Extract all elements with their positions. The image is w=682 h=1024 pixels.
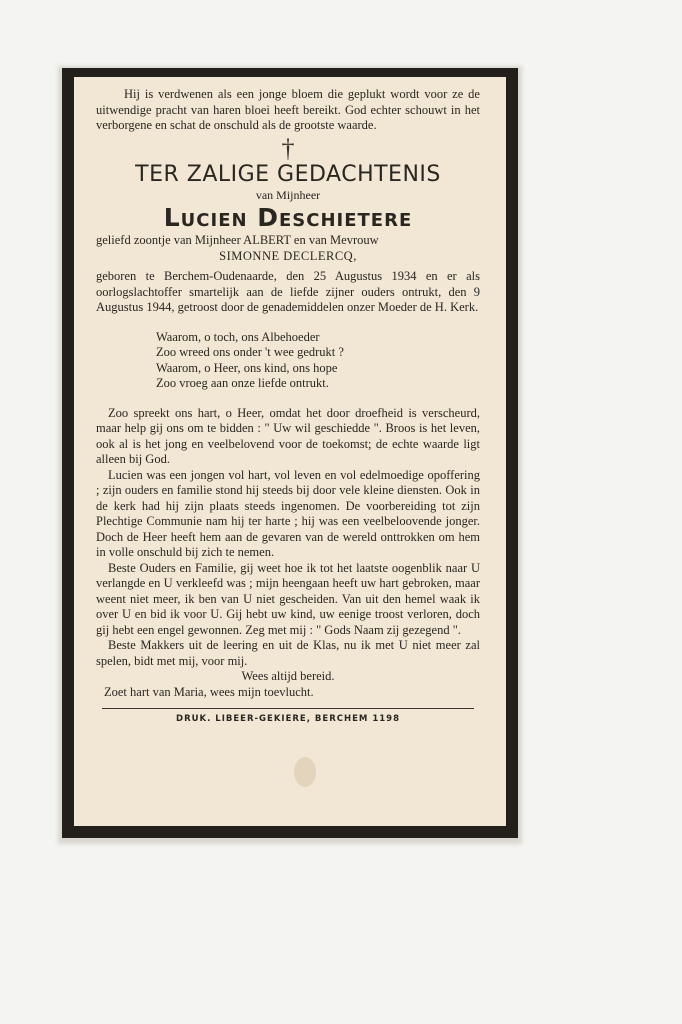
poem-line: Waarom, o toch, ons Albehoeder (156, 329, 320, 344)
memorial-heading: TER ZALIGE GEDACHTENIS (135, 161, 441, 187)
paragraph: Beste Ouders en Familie, gij weet hoe ik tot het laatste oogenblik naar U verlangde en U verkleefd was ; mijn heengaan heeft uw hart gebroken, maar weent niet meer, ik ben van U niet gescheiden. Van uit den hemel waak ik over U en bid ik voor U. Gij hebt uw kind, uw eenige troost verloren, doch gij hebt een engel gewonnen. Zeg met mij : " Gods Naam zij gezegend ". (96, 560, 480, 637)
printer-imprint: DRUK. LIBEER-GEKIERE, BERCHEM 1198 (176, 714, 400, 724)
poem-line: Waarom, o Heer, ons kind, ons hope (156, 360, 338, 375)
divider (102, 708, 474, 709)
honorific-line: van Mijnheer (255, 187, 321, 202)
paragraph: Zoo spreekt ons hart, o Heer, omdat het door droefheid is verscheurd, maar help gij ons om te bidden : " Uw wil geschiedde ". Broos is het leven, ook al is het jong en veelbelovend voor de toekomst; de echte waarde ligt alleen bij God. (96, 405, 480, 466)
card-body (74, 77, 506, 826)
biography: geboren te Berchem-Oudenaarde, den 25 Augustus 1934 en er als oorlogslachtoffer smartelijk aan de liefde zijner ouders ontrukt, den 9 Augustus 1944, getroost door de genademiddelen onzer Moeder de H. Kerk. (96, 269, 480, 314)
deceased-name: Lucien Deschietere (163, 202, 413, 232)
paragraph: Lucien was een jongen vol hart, vol leven en vol edelmoedige opoffering ; zijn ouders en familie stond hij steeds bij door vele kleine diensten. Ook in de kerk had hij zijn plaats steeds ingenomen. De voorbereiding tot zijn Plechtige Communie nam hij ter harte ; hij was een veelbeloovende jonger. Doch de Heer heeft hem aan de gevaren van de wereld onttrokken om hem in volle onschuld bij zich te nemen. (96, 467, 480, 559)
paragraph: Beste Makkers uit de leering en uit de Klas, nu ik met U niet meer zal spelen, bidt met mij, voor mij. (96, 638, 480, 668)
mother-name: SIMONNE DECLERCQ, (219, 249, 357, 263)
paper-stain (294, 757, 316, 787)
poem-line: Zoo vroeg aan onze liefde ontrukt. (156, 376, 329, 390)
opening-verse: Hij is verdwenen als een jonge bloem die geplukt wordt voor ze de uitwendige pracht van haren bloei heeft bereikt. God echter schouwt in het verborgene en schat de onschuld als de grootste waarde. (96, 87, 480, 132)
closing-prayer: Zoet hart van Maria, wees mijn toevlucht. (104, 684, 314, 699)
cross-icon: † (281, 133, 295, 163)
parents-line: geliefd zoontje van Mijnheer ALBERT en van Mevrouw (96, 232, 379, 247)
poem (156, 330, 480, 392)
memorial-card (62, 68, 518, 838)
poem-line: Zoo wreed ons onder 't wee gedrukt ? (156, 345, 344, 359)
closing-exhortation: Wees altijd bereid. (241, 669, 335, 683)
